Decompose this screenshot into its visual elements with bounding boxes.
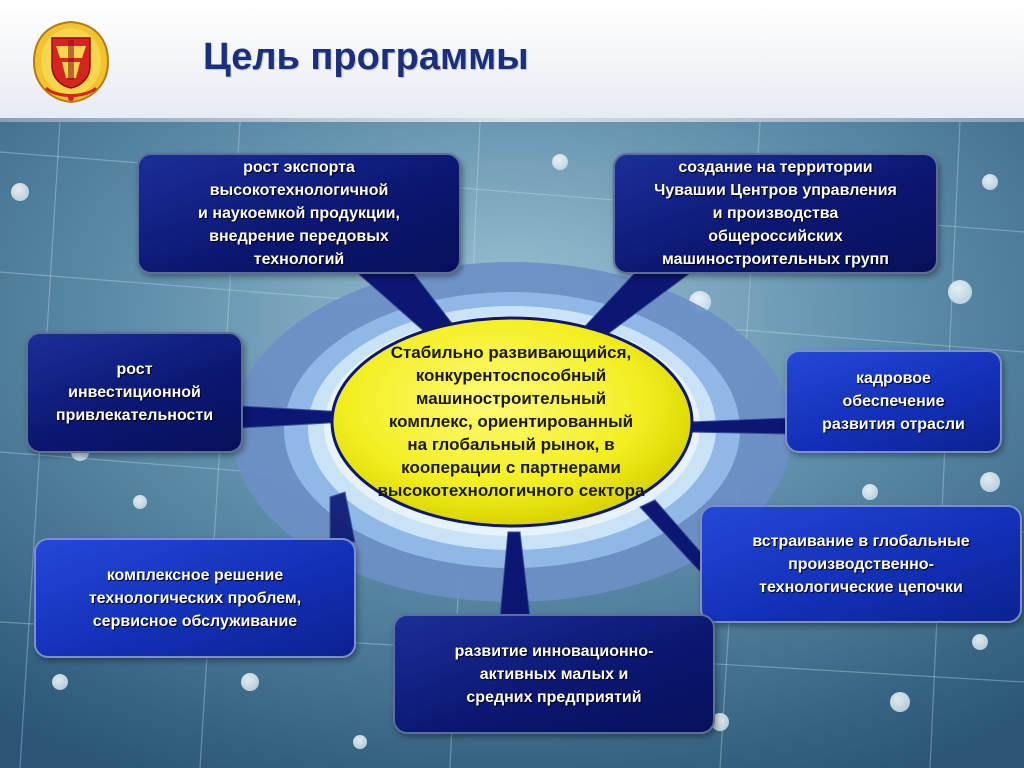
center-goal-text: Стабильно развивающийся, конкурентоспособный машиностроительный комплекс, ориентированный на глобальный рынок, в кооперации с партнерами высокотехнологичного сектора — [377, 342, 645, 500]
goal-box-global-chains — [700, 505, 1022, 623]
goal-box-label: встраивание в глобальные производственно- технологические цепочки — [752, 532, 970, 596]
goal-box-label: рост инвестиционной привлекательности — [55, 361, 214, 424]
goal-box-label: рост экспорта высокотехнологичной и наукоемкой продукции, внедрение передовых технологий — [198, 159, 400, 268]
goal-box-staffing — [785, 350, 1002, 453]
chuvashia-coat-of-arms-icon — [26, 18, 116, 104]
goal-box-label: развитие инновационно- активных малых и средних предприятий — [454, 642, 654, 706]
goal-box-export — [137, 153, 461, 274]
page-title: Цель программы — [203, 36, 529, 78]
goal-box-label: комплексное решение технологических проблем, сервисное обслуживание — [88, 566, 302, 630]
goal-box-label: создание на территории Чувашии Центров управления и производства общероссийских машиностроительных групп — [654, 159, 897, 268]
goal-box-small-enterprises — [393, 614, 715, 734]
goal-box-management-centers — [613, 153, 938, 274]
goal-box-complex-solution — [34, 538, 356, 658]
goal-box-label: кадровое обеспечение развития отрасли — [822, 370, 965, 433]
goal-box-investment — [26, 332, 243, 453]
header-bar — [0, 0, 1024, 122]
